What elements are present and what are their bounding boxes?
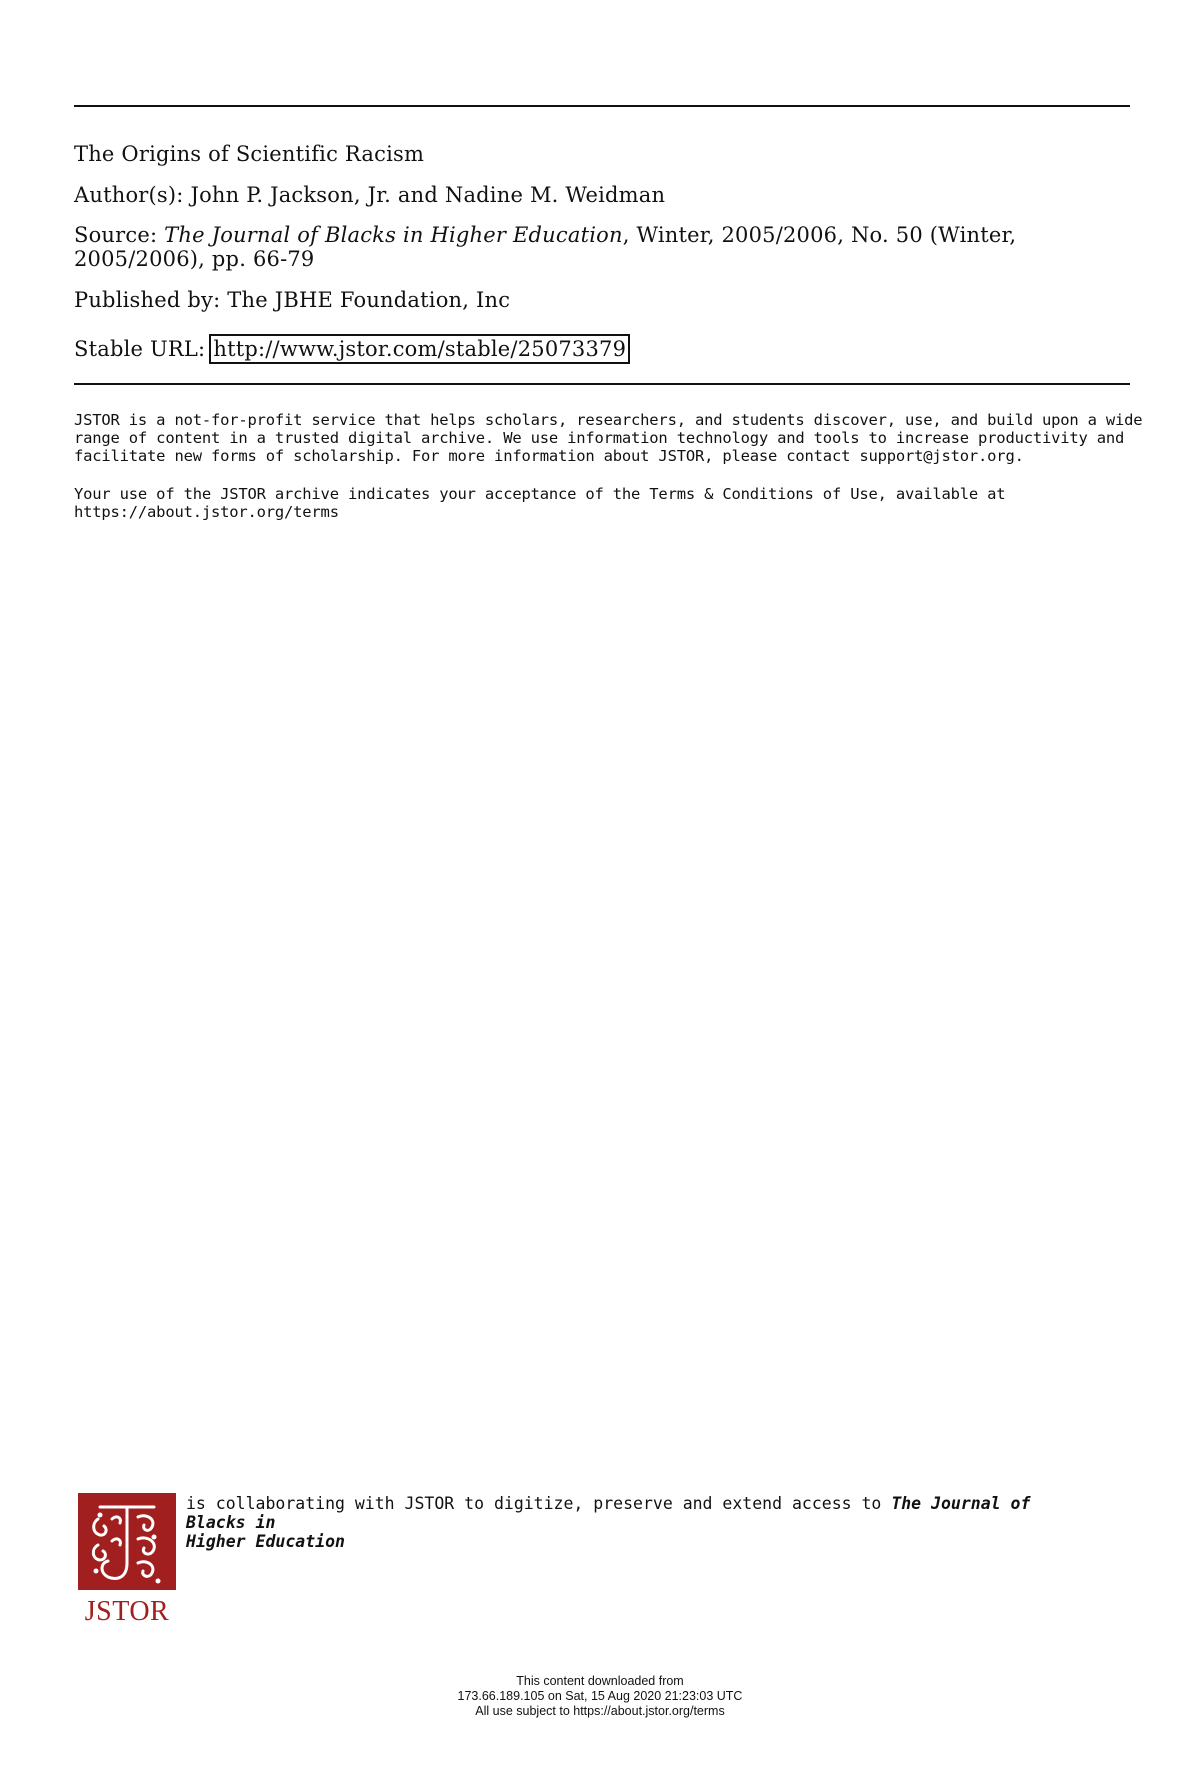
jstor-wordmark: JSTOR — [84, 1596, 170, 1627]
middle-rule — [74, 383, 1130, 385]
authors-value: John P. Jackson, Jr. and Nadine M. Weidman — [190, 183, 666, 207]
jstor-about-notice — [74, 411, 1144, 465]
authors-label: Author(s): — [74, 183, 184, 207]
stable-url-link[interactable]: http://www.jstor.com/stable/25073379 — [209, 334, 630, 364]
source-details: , Winter, 2005/2006, No. 50 (Winter, — [622, 223, 1017, 247]
terms-line: Your use of the JSTOR archive indicates your acceptance of the Terms & Conditions of Use, available at — [74, 485, 1006, 503]
jstor-logo — [78, 1493, 176, 1627]
terms-link[interactable]: https://about.jstor.org/terms — [74, 503, 339, 521]
publisher-label: Published by: — [74, 288, 221, 312]
collaboration-statement — [186, 1494, 1086, 1551]
journal-title: The Journal of Blacks in Higher Education — [164, 223, 623, 247]
top-rule — [74, 105, 1130, 107]
about-line: range of content in a trusted digital archive. We use information technology and tools to increase productivity and — [74, 429, 1125, 447]
stable-url-row — [74, 334, 1134, 364]
source-details-cont: 2005/2006), pp. 66-79 — [74, 247, 315, 271]
collaboration-journal-cont: Higher Education — [186, 1532, 345, 1551]
article-title — [74, 142, 1134, 166]
collaboration-journal: The Journal of Blacks in — [186, 1494, 1031, 1532]
authors-row — [74, 183, 1134, 207]
article-title-text: The Origins of Scientific Racism — [74, 142, 425, 166]
source-row — [74, 223, 1134, 271]
publisher-value: The JBHE Foundation, Inc — [227, 288, 511, 312]
publisher-row — [74, 288, 1134, 312]
footer-line: All use subject to https://about.jstor.org/terms — [475, 1704, 725, 1718]
terms-notice — [74, 485, 1144, 521]
about-line: JSTOR is a not-for-profit service that helps scholars, researchers, and students discover, use, and build upon a wide — [74, 411, 1143, 429]
download-footer — [0, 1674, 1200, 1719]
about-line: facilitate new forms of scholarship. For more information about JSTOR, please contact support@jstor.org. — [74, 447, 1024, 465]
footer-line: 173.66.189.105 on Sat, 15 Aug 2020 21:23:03 UTC — [457, 1689, 743, 1703]
stable-url-label: Stable URL: — [74, 337, 206, 361]
footer-line: This content downloaded from — [516, 1674, 684, 1688]
jstor-emblem-icon — [78, 1493, 176, 1590]
source-label: Source: — [74, 223, 158, 247]
collaboration-text: is collaborating with JSTOR to digitize, preserve and extend access to — [186, 1494, 892, 1513]
